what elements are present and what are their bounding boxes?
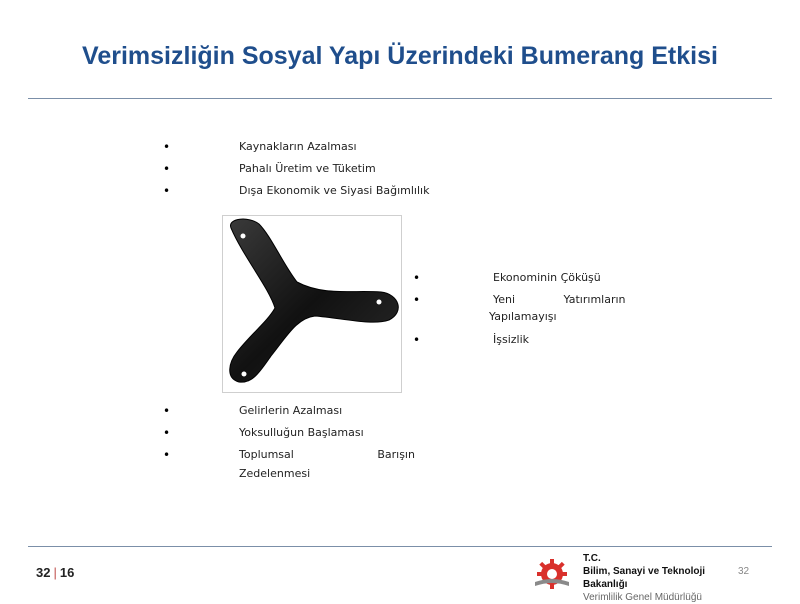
- ministry-line: T.C.: [583, 553, 601, 564]
- page-number: 32 | 16: [36, 565, 75, 580]
- bottom-divider: [28, 546, 772, 547]
- page-right: 16: [59, 565, 75, 580]
- list-item: [163, 448, 415, 480]
- list-item-line: Yapılamayışı: [489, 310, 557, 323]
- slide-number: 32: [738, 566, 750, 577]
- ministry-line: Bakanlığı: [583, 579, 628, 590]
- list-item-line: Zedelenmesi: [239, 467, 311, 480]
- social-effects-list: [163, 404, 415, 480]
- page-left: 32: [36, 565, 51, 580]
- list-item-line: Yeni Yatırımların: [493, 293, 626, 306]
- list-item: [413, 293, 626, 333]
- causes-list: [163, 140, 429, 206]
- list-item: • Gelirlerin Azalması: [163, 404, 415, 426]
- list-item: • İşsizlik: [413, 333, 626, 355]
- list-item: • Dışa Ekonomik ve Siyasi Bağımlılık: [163, 184, 429, 206]
- list-item: • Kaynakların Azalması: [163, 140, 429, 162]
- boomerang-image: [222, 215, 402, 393]
- list-item: • Yoksulluğun Başlaması: [163, 426, 415, 448]
- ministry-name: [583, 552, 705, 604]
- ministry-line: Bilim, Sanayi ve Teknoloji: [583, 566, 706, 577]
- effects-list: [413, 271, 626, 355]
- top-divider: [28, 98, 772, 99]
- list-item-line: Toplumsal Barışın: [239, 448, 415, 461]
- ministry-line: Verimlilik Genel Müdürlüğü: [583, 592, 702, 603]
- ministry-gear-logo: [533, 556, 571, 590]
- list-item: • Pahalı Üretim ve Tüketim: [163, 162, 429, 184]
- list-item: • Ekonominin Çöküşü: [413, 271, 626, 293]
- slide-title: Verimsizliğin Sosyal Yapı Üzerindeki Bumerang Etkisi: [82, 42, 718, 70]
